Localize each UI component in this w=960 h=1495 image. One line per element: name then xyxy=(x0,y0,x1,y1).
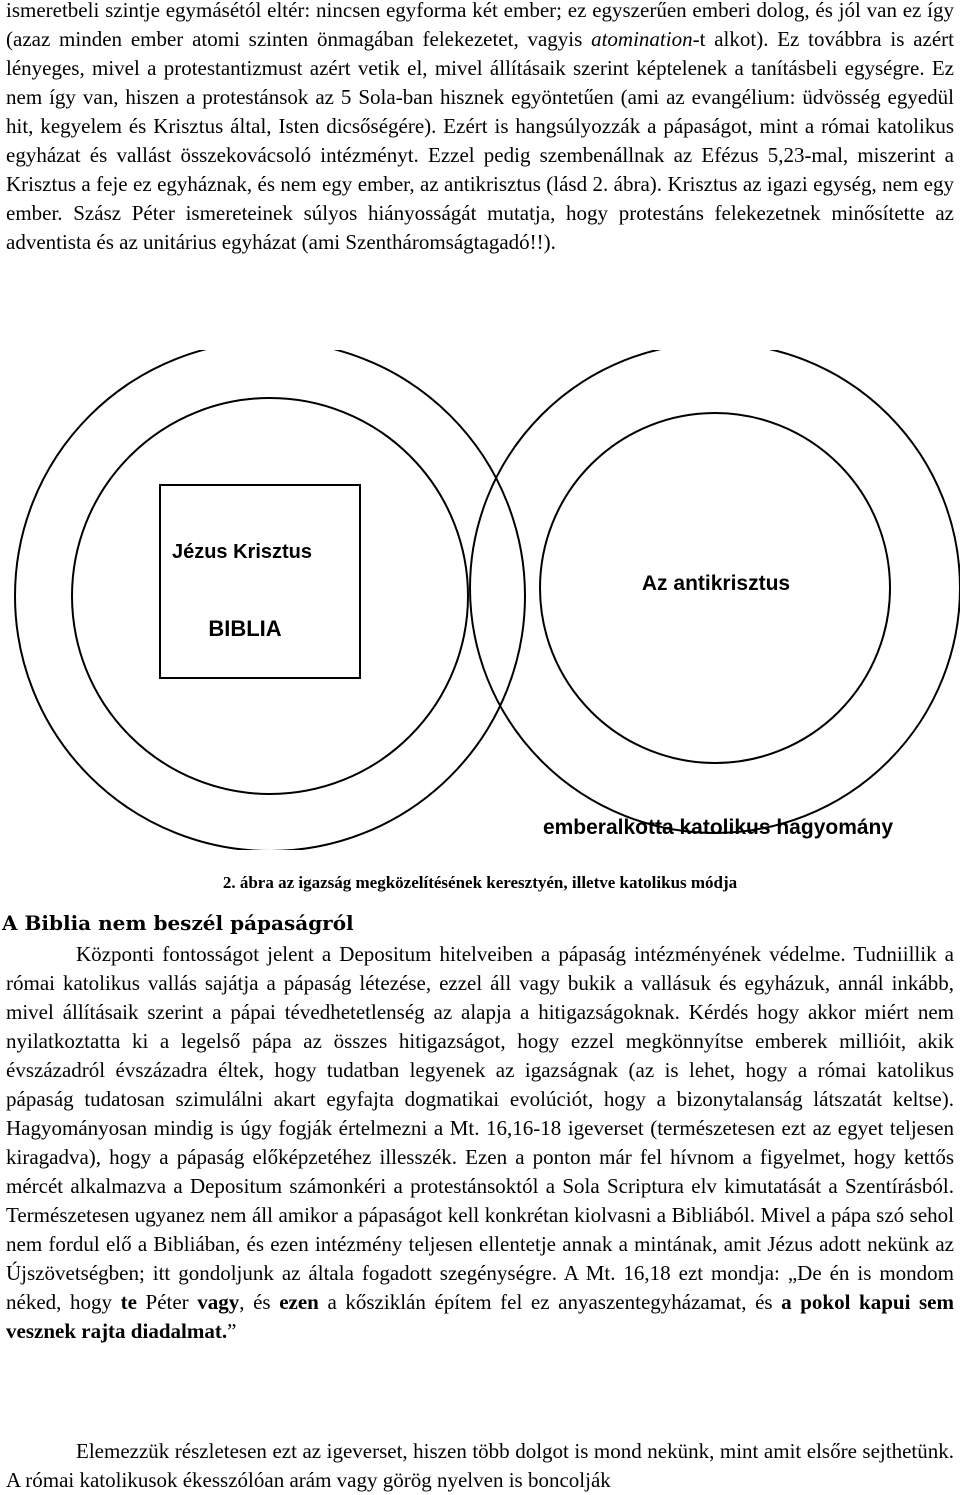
tradition-label: emberalkotta katolikus hagyomány xyxy=(542,816,894,839)
figure-caption: 2. ábra az igazság megközelítésének keresztyén, illetve katolikus módja xyxy=(222,873,738,892)
box-label-bible: BIBLIA xyxy=(208,616,282,641)
bible-box xyxy=(160,485,360,678)
box-label-jesus: Jézus Krisztus xyxy=(171,541,313,563)
text-segment: vagy xyxy=(197,1290,240,1314)
paragraph-2 xyxy=(6,940,954,1346)
text-segment: ezen xyxy=(279,1290,319,1314)
antichrist-label: Az antikrisztus xyxy=(641,572,791,595)
text-segment: Péter xyxy=(136,1290,198,1314)
text-segment: te xyxy=(120,1290,137,1314)
figure-2-diagram xyxy=(0,350,960,850)
text-segment: , és xyxy=(239,1290,280,1314)
section-heading: A Biblia nem beszél pápaságról xyxy=(2,911,354,935)
text-segment: Elemezzük részletesen ezt az igeverset, hiszen több dolgot is mond nekünk, mint amit elsőre sejthetünk. A római katolikusok ékesszólóan arám vagy görög nyelven is boncolják xyxy=(6,1439,954,1492)
text-segment: ismeretbeli szintje egymásétól eltér: nincsen egyforma két ember; ez egyszerűen emberi dolog, és jól van ez így (azaz minden ember atomi szinten önmagában felekezetet, vagyis xyxy=(6,0,954,51)
text-segment: ” xyxy=(227,1319,237,1343)
text-segment: atomination xyxy=(591,27,693,51)
text-segment: -t alkot). Ez továbbra is azért lényeges, mivel a protestantizmust azért vetik el, mivel állításaik szerint képtelenek a tanításbeli egységre. Ez nem így van, hiszen a protestánsok az 5 Sola-ban hisznek egyöntetűen (ami az evangélium: üdvösség egyedül hit, kegyelem és Krisztus által, Isten dicsőségére). Ezért is hangsúlyozzák a pápaságot, mint a római katolikus egyházat és vallást összekovácsoló intézményt. Ezzel pedig szembenállnak az Efézus 5,23-mal, miszerint a Krisztus a feje ez egyháznak, és nem egy ember, az antikrisztus (lásd 2. ábra). Krisztus az igazi egység, nem egy ember. Szász Péter ismereteinek súlyos hiányosságát mutatja, hogy protestáns felekezetnek minősítette az adventista és az unitárius egyházat (ami Szentháromságtagadó!!). xyxy=(6,27,954,254)
paragraph-3 xyxy=(6,1437,954,1495)
paragraph-1 xyxy=(6,0,954,257)
text-segment: a pokol kapui sem vesznek rajta diadalmat. xyxy=(6,1290,954,1343)
text-segment: a kősziklán építem fel ez anyaszentegyházamat, és xyxy=(318,1290,782,1314)
text-segment: Központi fontosságot jelent a Depositum hitelveiben a pápaság intézményének védelme. Tudniillik a római katolikus vallás sajátja a pápaság létezése, ezzel áll vagy bukik a vallásuk és egyházuk, annál inkább, mivel állításaik szerint a pápai tévedhetetlenség az alapja a hitigazságoknak. Kérdés hogy akkor miért nem nyilatkoztatta ki a legelső pápa az összes hitigazságot, hogy ezzel megkönnyítse emberek millióit, akik évszázadról évszázadra éltek, hogy tudatban legyenek az igazságnak (az is lehet, hogy a római katolikus pápaság tudatosan szimulálni akart egyfajta dogmatikai evolúciót, hogy a bizonytalanság látszatát keltse). Hagyományosan mindig is úgy fogják értelmezni a Mt. 16,16-18 igeverset (természetesen ezt az egyet teljesen kiragadva), hogy a pápaság előképzetéhez illesszék. Ezen a ponton már fel hívnom a figyelmet, hogy kettős mércét alkalmazva a Depositum számonkéri a protestánsoktól a Sola Scriptura elv kimutatását a Szentírásból. Természetesen ugyanez nem áll amikor a pápaságot kell konkrétan kiolvasni a Bibliából. Mivel a pápa szó sehol nem fordul elő a Bibliában, és ezen intézmény teljesen ellentetje annak a mintának, amit Jézus adott nekünk az Újszövetségben; itt gondoljunk az általa fogadott szegénységre. A Mt. 16,18 ezt mondja: „De én is mondom néked, hogy xyxy=(6,942,954,1314)
